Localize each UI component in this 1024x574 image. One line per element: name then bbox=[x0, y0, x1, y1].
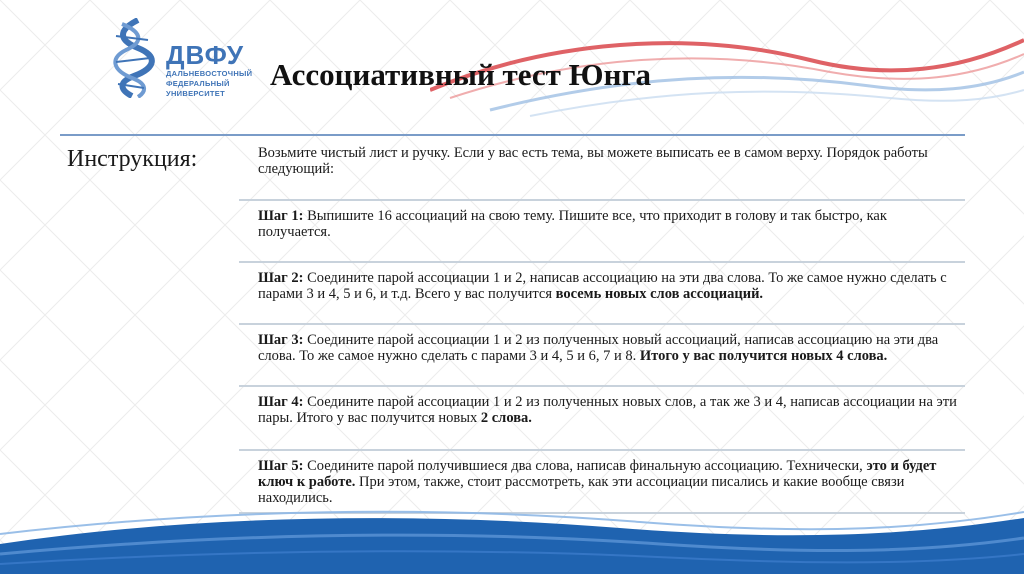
instruction-label: Инструкция: bbox=[67, 146, 198, 172]
step-label: Шаг 2: bbox=[258, 270, 304, 286]
step-3 bbox=[258, 332, 958, 364]
step-bold-text: восемь новых слов ассоциаций. bbox=[555, 286, 764, 302]
step-divider bbox=[239, 323, 965, 325]
step-divider bbox=[239, 449, 965, 451]
step-2 bbox=[258, 270, 958, 302]
step-text: Соедините парой ассоциации 1 и 2, написав ассоциацию на эти два слова. То же самое нужно сделать с парами 3 и 4, 5 и 6, и т.д. Всего у вас получится bbox=[258, 270, 947, 302]
step-text: Выпишите 16 ассоциаций на свою тему. Пишите все, что приходит в голову и так быстро, как получается. bbox=[258, 208, 887, 240]
step-bold-text: это и будет ключ к работе. bbox=[258, 458, 937, 490]
intro-text: Возьмите чистый лист и ручку. Если у вас есть тема, вы можете выписать ее в самом верху. Порядок работы следующий: bbox=[258, 145, 928, 177]
step-divider bbox=[239, 199, 965, 201]
step-bold-text: 2 слова. bbox=[480, 410, 532, 426]
footer-wave bbox=[0, 504, 1024, 574]
university-logo bbox=[108, 18, 258, 98]
logo-subtitle-line: ДАЛЬНЕВОСТОЧНЫЙ bbox=[166, 69, 253, 78]
step-label: Шаг 1: bbox=[258, 208, 304, 224]
step-divider bbox=[239, 385, 965, 387]
step-text: Соедините парой ассоциации 1 и 2 из полученных новых слов, а так же 3 и 4, написав ассоциации на эти пары. Итого у вас получится новых bbox=[258, 394, 957, 426]
step-bold-text: Итого у вас получится новых 4 слова. bbox=[639, 348, 888, 364]
step-label: Шаг 5: bbox=[258, 458, 304, 474]
step-divider bbox=[239, 261, 965, 263]
step-label: Шаг 3: bbox=[258, 332, 304, 348]
dna-helix-icon bbox=[108, 18, 162, 98]
step-label: Шаг 4: bbox=[258, 394, 304, 410]
step-4 bbox=[258, 394, 958, 426]
step-5 bbox=[258, 458, 958, 506]
step-text: Соедините парой ассоциации 1 и 2 из полученных новый ассоциаций, написав ассоциацию на эти два слова. То же самое нужно сделать с парами 3 и 4, 5 и 6, 7 и 8. bbox=[258, 332, 939, 364]
logo-subtitle-line: ФЕДЕРАЛЬНЫЙ bbox=[166, 79, 230, 88]
header-divider bbox=[60, 134, 965, 136]
step-text: Соедините парой получившиеся два слова, написав финальную ассоциацию. Технически, bbox=[303, 458, 867, 474]
logo-title: ДВФУ bbox=[166, 40, 245, 70]
page-title: Ассоциативный тест Юнга bbox=[270, 57, 652, 92]
logo-subtitle bbox=[166, 69, 252, 99]
step-1 bbox=[258, 208, 958, 240]
logo-subtitle-line: УНИВЕРСИТЕТ bbox=[166, 89, 225, 98]
step-tail-text: При этом, также, стоит рассмотреть, как эти ассоциации писались и какие вообще связи находились. bbox=[258, 474, 905, 506]
